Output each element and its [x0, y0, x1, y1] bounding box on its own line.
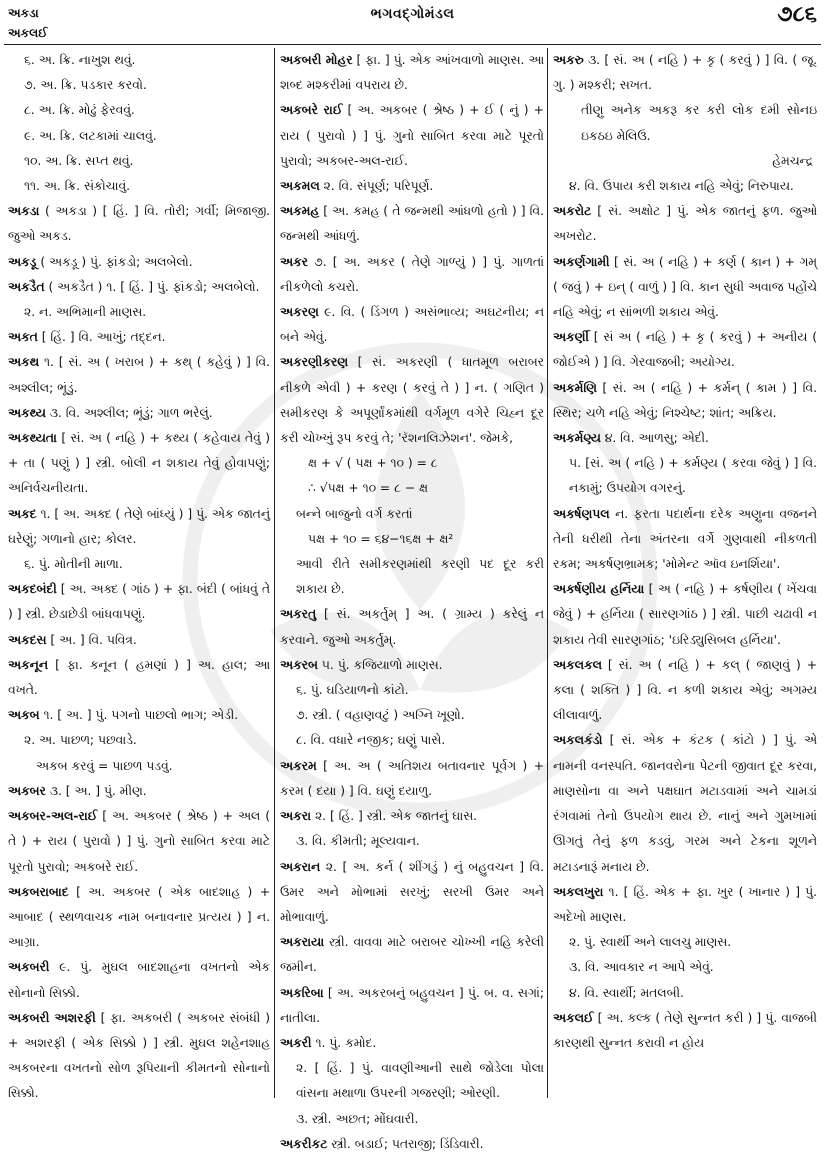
definition-text: ૯. પું. મુઘલ બાદશાહના વખતનો એક સોનાનો સિક્કો.	[8, 960, 270, 1000]
definition-text: ૭. અ. ક્રિ. પડકાર કરવો.	[24, 78, 147, 93]
definition-text: [ અ. ] વિ. પવિત્ર.	[46, 632, 137, 647]
definition-text: તીણુ અનેક અકરૂ કર કરી લોક દમી સોનઇ ઇકઠઇ મેલિઉ.	[581, 103, 817, 143]
header-rule	[4, 44, 821, 45]
dictionary-entry	[553, 1006, 817, 1056]
dictionary-entry	[280, 981, 544, 1031]
headword: અકરણીકરણ	[280, 355, 349, 370]
definition-text: [ ફા. અકબરી ( અકબર સંબંધી ) + અશરફી ( એક સિક્કો ) ] સ્ત્રી. મુઘલ શહેનશાહ અકબરના વખતનો સોળ રૂપિયાની કીમતનો સોનાનો સિક્કો.	[8, 1010, 270, 1101]
dictionary-entry	[8, 804, 270, 880]
headword: અકરિબા	[280, 985, 324, 1000]
dictionary-entry	[8, 199, 270, 249]
definition-text: [ ફા. ] પું. એક આંખવાળો માણસ. આ શબ્દ મશ્કરીમાં વપરાય છે.	[280, 53, 544, 93]
entry-subsense	[280, 552, 544, 602]
dictionary-entry	[280, 174, 544, 199]
definition-text: ૩. [ અ. ] પું. મીણ.	[45, 783, 147, 798]
definition-text: ૧. [ સં. અ ( ખરાબ ) + કથ્ ( કહેવું ) ] વિ. અશ્લીલ; ભૂંડું.	[8, 355, 270, 395]
entry-subsense	[8, 552, 270, 577]
definition-text: પક્ષ + ૧૦ = ૬૪−૧૬ક્ષ + ક્ષ²	[308, 531, 454, 546]
definition-text: ૨. [ હિં. ] પું. વાવણીઆની સાથે જોડેલા પોલા વાંસના મથાળા ઉપરની ગજરણી; ઓરણી.	[296, 1061, 544, 1101]
header-last-word: અકલઈ	[8, 26, 48, 40]
entry-subsense	[553, 149, 817, 174]
entry-subsense	[8, 149, 270, 174]
definition-text: [ અ. અકરબનું બહુવચન ] પું. બ. વ. સગાં; નાતીલા.	[280, 985, 544, 1025]
dictionary-entry	[553, 376, 817, 426]
definition-text: [ સં. અક્ષોટ ] પું. એક જાતનું ફળ. જુઓ અખરોટ.	[553, 204, 817, 244]
entry-subsense	[553, 930, 817, 955]
dictionary-entry	[280, 804, 544, 829]
headword: અકરા	[280, 809, 312, 824]
definition-text: [ સં. અકરણી ( ધાતમૂળ બરાબર નીકળે એવી ) + કરણ ( કરવું તે ) ] ન. ( ગણિત ) સમીકરણ કે અપૂર્ણાંકમાંથી વર્ગમૂળ વગેરે ચિહ્ન દૂર કરી ચોખ્ખું રૂપ કરવું તે; 'રૅશનલિઝેશન'. જેમકે,	[280, 355, 544, 446]
headword: અકદસ	[8, 632, 47, 647]
headword: અકથ્યતા	[8, 431, 57, 446]
definition-text: ૫. પું. કજિયાળો માણસ.	[317, 657, 443, 672]
entry-subsense	[553, 451, 817, 501]
definition-text: [ અ. અકબર ( શ્રેષ્ઠ ) + ઈ ( નું ) + રાય ( પુરાવો ) ] પું. ગુનો સાબિત કરવા માટે પૂરતો પુરાવો; અકબર-અલ-રાઈ.	[280, 103, 544, 168]
headword: અકડા	[8, 204, 40, 219]
headword: અકથ	[8, 355, 40, 370]
headword: અકર્ષણપલ	[553, 506, 610, 521]
definition-text: [ સં. અકર્તુમ્ ] અ. ( ગ્રામ્ય ) કરેલું ન કરવાને. જુઓ અકર્તુમ્.	[280, 607, 544, 647]
definition-text: [ અ. અક્દ ( ગાંઠ ) + ફા. બંદી ( બાંધવું તે ) ] સ્ત્રી. છેડાછેડી બાંધવાપણું.	[8, 582, 270, 622]
definition-text: ૩. વિ. કીમતી; મૂલ્યવાન.	[296, 834, 420, 849]
entry-subsense	[280, 728, 544, 753]
headword: અકલકલ	[553, 657, 602, 672]
headword: અકથ્ય	[8, 405, 46, 420]
definition-text: ૧. [ અ. અક્દ ( તેણે બાંધ્યું ) ] પું. એક જાતનું ઘરેણું; ગળાનો હાર; કોલર.	[8, 506, 270, 546]
definition-text: ૯. વિ. ( ડિંગળ ) અસંભાવ્ય; અઘટનીય; ન બને એવું.	[280, 305, 544, 345]
headword: અકબરી	[8, 960, 50, 975]
headword: અકરતુ	[280, 607, 317, 622]
dictionary-entry	[8, 1006, 270, 1107]
definition-text: ૬. પું. ઘડિયાળનો કાંટો.	[296, 683, 409, 698]
definition-text: ૭. સ્ત્રી. ( વહાણવટું ) અગ્નિ ખૂણો.	[296, 708, 465, 723]
headword: અકરાયા	[280, 935, 325, 950]
column-divider	[274, 48, 275, 1098]
definition-text: [ ફા. કનૂન ( હમણાં ) ] અ. હાલ; આ વખતે.	[8, 657, 270, 698]
definition-text: [ અ. અકબર ( એક બાદશાહ ) + આબાદ ( સ્થળવાચક નામ બનાવનાર પ્રત્યય ) ] ન. આગ્રા.	[8, 884, 270, 950]
dictionary-entry	[553, 653, 817, 729]
entry-subsense	[8, 98, 270, 123]
headword: અકત	[8, 330, 38, 345]
entry-subsense	[8, 300, 270, 325]
definition-text: ૨. વિ. સંપૂર્ણ; પરિપૂર્ણ.	[319, 179, 434, 194]
headword: અકડૈત	[8, 279, 45, 294]
dictionary-entry	[553, 426, 817, 451]
definition-text: ૪. વિ. ઉપાય કરી શકાય નહિ એવું; નિરુપાય.	[569, 179, 794, 194]
definition-text: [ અ. અ ( અતિશય બતાવનાર પૂર્વગ ) + કરમ ( દયા ) ] વિ. ઘણું દયાળુ.	[280, 758, 544, 798]
entry-subsense	[280, 476, 544, 501]
definition-text: ૧. પું. કમોદ.	[311, 1035, 377, 1050]
column-divider	[547, 48, 548, 1098]
definition-text: [ અ. અકબર ( શ્રેષ્ઠ ) + અલ ( તે ) + રાય ( પુરાવો ) ] પું. ગુનો સાબિત કરવા માટે પૂરતો પુરાવો; અકબરે રાઈ.	[8, 809, 270, 874]
definition-text: ન. ફરતા પદાર્થના દરેક અણુના વજનને તેની ધરીથી તેના અંતરના વર્ગે ગુણવાથી નીકળતી રકમ; અકર્ષણભ્રામક; 'મોમેન્ટ ઑવ ઇનર્શિયા'.	[553, 506, 817, 572]
dictionary-entry	[280, 1132, 544, 1157]
definition-text: ૩. વિ. અશ્લીલ; ભૂંડું; ગાળ ભરેલું.	[45, 405, 213, 420]
definition-text: ૨. અ. પાછળ; પછવાડે.	[24, 733, 137, 748]
dictionary-entry	[8, 703, 270, 728]
definition-text: ૯. અ. ક્રિ. લટકામાં ચાલવું.	[24, 128, 157, 143]
headword: અકબ	[8, 708, 40, 723]
headword: અકનૂન	[8, 657, 48, 672]
definition-text: [ સં. અ ( નહિ ) + કર્મન્ ( કામ ) ] વિ. સ્થિર; ચળે નહિ એવું; નિશ્ચેષ્ટ; શાંત; અક્રિય.	[553, 380, 817, 420]
page-title: ભગવદ્ગોમંડલ	[370, 6, 455, 22]
column-2	[280, 48, 544, 1151]
entry-subsense	[8, 754, 270, 779]
headword: અકબર-અલ-રાઈ	[8, 809, 98, 824]
headword: અકરણ	[280, 305, 319, 320]
definition-text: ૮. અ. ક્રિ. મોઢું ફેરવવું.	[24, 103, 135, 118]
headword: અકરબ	[280, 657, 318, 672]
definition-text: ૫. [સં. અ ( નહિ ) + કર્મણ્ય ( કરવા જેવું ) ] વિ. નકામું; ઉપયોગ વગરનું.	[569, 456, 817, 496]
dictionary-entry	[8, 955, 270, 1005]
definition-text: અકબ કરવું = પાછળ પડવું.	[36, 758, 173, 773]
dictionary-entry	[280, 855, 544, 931]
dictionary-entry	[280, 930, 544, 980]
headword: અકલઈ	[553, 1010, 594, 1025]
definition-text: ૪. વિ. આળસુ; એદી.	[600, 431, 709, 446]
dictionary-entry	[280, 350, 544, 451]
headword: અકબરી મોહર	[280, 53, 353, 67]
definition-text: [ અ ( નહિ ) + કર્ષણીય ( ખેંચવા જેવું ) + હર્નિયા ( સારણગાંઠ ) ] સ્ત્રી. પાછી ચઢાવી ન શકાય તેવી સારણગાંઠ; 'ઇરિડ્યુસિબલ હર્નિયા'.	[553, 582, 817, 647]
definition-text: ( અકડા ) [ હિં. ] વિ. તોરી; ગર્વી; મિજાજી. જુઓ અકડ.	[8, 204, 270, 244]
headword: અકર	[280, 254, 309, 269]
definition-text: ૨. પું. સ્વાર્થી અને લાલચુ માણસ.	[569, 935, 732, 950]
entry-subsense	[280, 1107, 544, 1132]
definition-text: ૭. [ અ. અકર ( તેણે ગાળ્યું ) ] પું. ગાળતાં નીકળેલો કચરો.	[280, 254, 544, 294]
headword: અકર્ણી	[553, 330, 589, 345]
definition-text: ૨. ન. અભિમાની માણસ.	[24, 305, 147, 320]
headword: અકબરી અશરફી	[8, 1010, 96, 1025]
definition-text: ૩. સ્ત્રી. અછત; મોંઘવારી.	[296, 1111, 419, 1126]
entry-subsense	[280, 678, 544, 703]
dictionary-entry	[280, 250, 544, 300]
headword: અકબર	[8, 783, 46, 798]
dictionary-entry	[553, 880, 817, 930]
entry-subsense	[280, 829, 544, 854]
dictionary-entry	[553, 577, 817, 653]
entry-subsense	[8, 73, 270, 98]
headword: અકબરે રાઈ	[280, 103, 343, 118]
headword: અકરીકટ	[280, 1136, 328, 1151]
dictionary-entry	[8, 880, 270, 956]
dictionary-entry	[553, 728, 817, 879]
headword: અકરમ	[280, 758, 317, 773]
column-1	[8, 48, 270, 1101]
dictionary-entry	[8, 779, 270, 804]
headword: અકડૂ	[8, 254, 37, 269]
headword: અકમલ	[280, 179, 320, 194]
headword: અકબરાબાદ	[8, 884, 69, 899]
headword: અકદબંદી	[8, 582, 57, 597]
definition-text: આવી રીતે સમીકરણમાંથી કરણી પદ દૂર કરી શકાય છે.	[296, 557, 544, 597]
definition-text: [ અ. કલ્ક ( તેણે સુન્નત કરી ) ] પું. વાજબી કારણથી સુન્નત કરાવી ન હોય	[553, 1010, 817, 1050]
entry-subsense	[553, 981, 817, 1006]
definition-text: ૩. વિ. આવકાર ન આપે એવું.	[569, 960, 714, 975]
entry-subsense	[280, 502, 544, 527]
definition-text: ૧. [ હિં. એક + ફા. ખુર ( ખાનાર ) ] પું. અદેખો માણસ.	[553, 884, 817, 924]
definition-text: હેમચન્દ્ર	[772, 153, 813, 168]
definition-text: ૧૦. અ. ક્રિ. સપ્ત થવું.	[24, 153, 134, 168]
definition-text: [ સં. અ ( નહિ ) + કલ્ ( જાણવું ) + કલા ( શક્તિ ) ] વિ. ન કળી શકાય એવું; અગમ્ય લીલાવાળું.	[553, 657, 817, 723]
headword: અકર્ષણીય હર્નિયા	[553, 582, 645, 597]
headword: અકરુ	[553, 53, 584, 67]
definition-text: ૩. [ સં. અ ( નહિ ) + કૃ ( કરવું ) ] વિ. ( જૂ. ગુ. ) મશ્કરી; સખત.	[553, 53, 817, 93]
entry-subsense	[280, 527, 544, 552]
dictionary-entry	[280, 199, 544, 249]
page-header	[0, 0, 825, 52]
definition-text: ક્ષ + √ ( પક્ષ + ૧૦ ) = ૮	[308, 456, 438, 471]
headword: અકલખુરા	[553, 884, 604, 899]
definition-text: [ સં. અ ( નહિ ) + કર્ણ ( કાન ) + ગમ્ ( જવું ) + ઇન્ ( વાળું ) ] વિ. કાન સુધી અવાજ પહોંચે નહિ એવું; ન સાંભળી શકાય એવું.	[553, 254, 817, 320]
definition-text: [ સં. અ ( નહિ ) + કથ્ય ( કહેવાય તેવું ) + તા ( પણું ) ] સ્ત્રી. બોલી ન શકાય તેવું હોવાપણું; અનિર્વચનીયતા.	[8, 431, 270, 496]
entry-subsense	[8, 174, 270, 199]
dictionary-entry	[553, 48, 817, 98]
definition-text: ૨. [ હિં. ] સ્ત્રી. એક જાતનું ઘાસ.	[311, 809, 478, 824]
dictionary-entry	[8, 325, 270, 350]
dictionary-entry	[553, 250, 817, 326]
headword: અકરોટ	[553, 204, 592, 219]
dictionary-entry	[8, 250, 270, 275]
headword: અકર્મણ્ય	[553, 431, 601, 446]
page-number: ૭૮૬	[777, 2, 817, 27]
entry-subsense	[280, 451, 544, 476]
definition-text: [ સં અ ( નહિ ) + કૃ ( કરવું ) + અનીય ( જોઈએ ) ] વિ. ગેરવાજબી; અયોગ્ય.	[553, 330, 817, 370]
dictionary-entry	[8, 401, 270, 426]
headword: અકર્મણિ	[553, 380, 597, 395]
headword: અકલકંડો	[553, 733, 603, 748]
dictionary-entry	[8, 502, 270, 552]
dictionary-entry	[280, 98, 544, 174]
dictionary-entry	[280, 653, 544, 678]
definition-text: ( અકડૈત ) ૧. [ હિં. ] પું. ફાંકડો; અલબેલો.	[44, 279, 260, 294]
entry-subsense	[8, 48, 270, 73]
definition-text: ૬. અ. ક્રિ. નાખુશ થવું.	[24, 53, 136, 67]
headword: અકરાન	[280, 859, 321, 874]
dictionary-entry	[553, 325, 817, 375]
definition-text: સ્ત્રી. વાવવા માટે બરાબર ચોખ્ખી નહિ કરેલી જમીન.	[280, 935, 544, 975]
headword: અકદ	[8, 506, 37, 521]
headword: અકરી	[280, 1035, 312, 1050]
dictionary-entry	[280, 754, 544, 804]
dictionary-entry	[280, 300, 544, 350]
dictionary-entry	[8, 653, 270, 703]
dictionary-entry	[8, 628, 270, 653]
definition-text: ૬. પું. મોતીની માળા.	[24, 557, 123, 572]
entry-subsense	[8, 124, 270, 149]
dictionary-entry	[8, 577, 270, 627]
definition-text: [ અ. કમહ ( તે જન્મથી આંધળો હતો ) ] વિ. જન્મથી આંધળું.	[280, 204, 544, 244]
entry-subsense	[553, 98, 817, 148]
headword: અકમહ	[280, 204, 320, 219]
dictionary-entry	[280, 48, 544, 98]
definition-text: ( અકડૂ ) પું. ફાંકડો; અલબેલો.	[36, 254, 193, 269]
dictionary-entry	[8, 426, 270, 502]
headword: અકર્ણગામી	[553, 254, 610, 269]
header-first-word: અકડા	[8, 6, 39, 20]
entry-subsense	[8, 728, 270, 753]
dictionary-entry	[8, 350, 270, 400]
definition-text: ૧૧. અ. ક્રિ. સંકોચાવું.	[24, 179, 131, 194]
dictionary-entry	[553, 199, 817, 249]
definition-text: બન્ને બાજુનો વર્ગ કરતાં	[296, 506, 413, 521]
definition-text: ૧. [ અ. ] પું. પગનો પાછલો ભાગ; એડી.	[39, 708, 239, 723]
column-3	[553, 48, 817, 1098]
dictionary-entry	[280, 602, 544, 652]
definition-text: [ હિં. ] વિ. આખું; તદ્દન.	[37, 330, 166, 345]
definition-text: ∴ √પક્ષ + ૧૦ = ૮ − ક્ષ	[308, 481, 428, 496]
entry-subsense	[280, 703, 544, 728]
entry-subsense	[553, 955, 817, 980]
dictionary-entry	[553, 502, 817, 578]
dictionary-entry	[280, 1031, 544, 1056]
definition-text: ૨. [ અ. કર્ન ( શીંગડું ) નું બહુવચન ] વિ. ઉમર અને મોભામાં સરખું; સરખી ઉમર અને મોભાવાળું.	[280, 859, 544, 924]
definition-text: સ્ત્રી. બડાઈ; પતરાજી; ડિંડિવારી.	[327, 1136, 484, 1151]
dictionary-entry	[8, 275, 270, 300]
definition-text: ૪. વિ. સ્વાર્થી; મતલબી.	[569, 985, 684, 1000]
definition-text: ૮. વિ. વધારે નજીક; ઘણું પાસે.	[296, 733, 446, 748]
entry-subsense	[280, 1056, 544, 1106]
entry-subsense	[553, 174, 817, 199]
definition-text: [ સં. એક + કંટક ( કાંટો ) ] પું. એ નામની વનસ્પતિ. જાનવરોના પેટની જીવાત દૂર કરવા, માણસોના વા અને પક્ષઘાત મટાડવામાં અને ચામડાં રંગવામાં તેનો ઉપયોગ થાય છે. નાનું અને ગુમખામાં ઊગતું તેનું ફળ કડવું, ગરમ અને ટેકના શૂળને મટાડનારૂં મનાય છે.	[553, 733, 817, 874]
